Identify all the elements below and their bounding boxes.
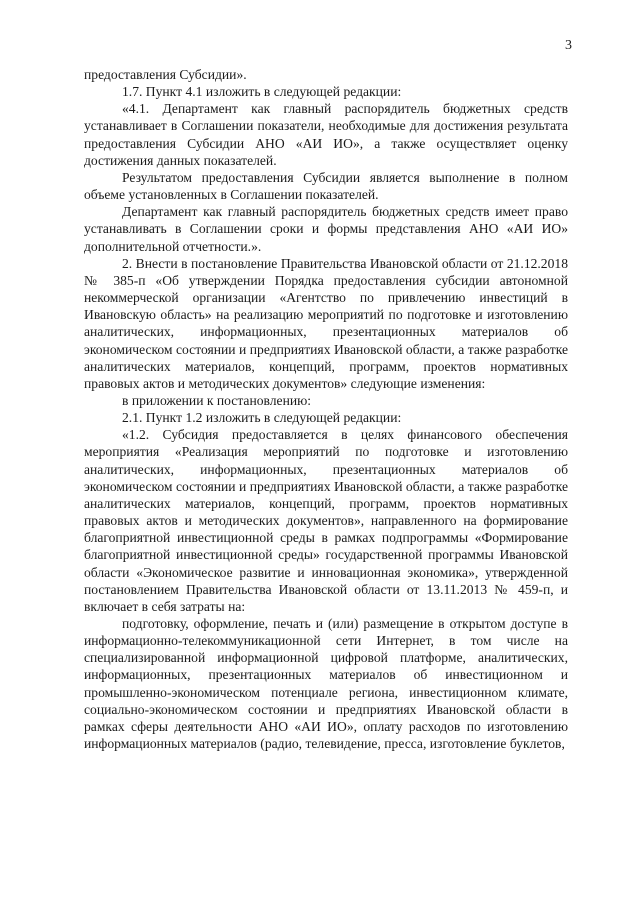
paragraph: «1.2. Субсидия предоставляется в целях финансового обеспечения мероприятия «Реализация мероприятий по подготовке и изготовлению аналитических, информационных, презентационных материалов об экономическом состоянии и предприятиях Ивановской области, а также разработке аналитических материалов, концепций, программ, проектов нормативных правовых актов и методических документов», направленного на формирование благоприятной инвестиционной среды в рамках подпрограммы «Формирование благоприятной инвестиционной среды» государственной программы Ивановской области «Экономическое развитие и инновационная экономика», утвержденной постановлением Правительства Ивановской области от 13.11.2013 № 459-п, и включает в себя затраты на: (84, 427, 568, 614)
paragraph: «4.1. Департамент как главный распорядитель бюджетных средств устанавливает в Соглашении показатели, необходимые для достижения результата предоставления Субсидии АНО «АИ ИО», а также осуществляет оценку достижения данных показателей. (84, 101, 568, 168)
page-number: 3 (565, 38, 572, 53)
paragraph: Департамент как главный распорядитель бюджетных средств имеет право устанавливать в Соглашении сроки и формы представления АНО «АИ ИО» дополнительной отчетности.». (84, 204, 568, 254)
paragraph: в приложении к постановлению: (122, 392, 312, 408)
paragraph: 1.7. Пункт 4.1 изложить в следующей редакции: (122, 84, 402, 100)
paragraph: 2. Внести в постановление Правительства Ивановской области от 21.12.2018 № 385-п «Об утверждении Порядка предоставления субсидии автономной некоммерческой организации «Агентство по привлечению инвестиций в Ивановскую область» на реализацию мероприятий по подготовке и изготовлению аналитических, информационных, презентационных материалов об экономическом состоянии и предприятиях Ивановской области, а также разработке аналитических материалов, концепций, программ, проектов нормативных правовых актов и методических документов» следующие изменения: (84, 255, 568, 391)
document-body (84, 66, 568, 752)
paragraph: предоставления Субсидии». (84, 67, 247, 82)
paragraph: Результатом предоставления Субсидии является выполнение в полном объеме установленных в Соглашении показателей. (84, 169, 568, 203)
paragraph: подготовку, оформление, печать и (или) размещение в открытом доступе в информационно-телекоммуникационной сети Интернет, в том числе на специализированной информационной цифровой платформе, аналитических, информационных, презентационных материалов об инвестиционном и промышленно-экономическом потенциале региона, инвестиционном климате, социально-экономическом состоянии и предприятиях Ивановской области в рамках сферы деятельности АНО «АИ ИО», оплату расходов по изготовлению информационных материалов (радио, телевидение, пресса, изготовление буклетов, (84, 616, 568, 752)
paragraph: 2.1. Пункт 1.2 изложить в следующей редакции: (122, 410, 402, 426)
